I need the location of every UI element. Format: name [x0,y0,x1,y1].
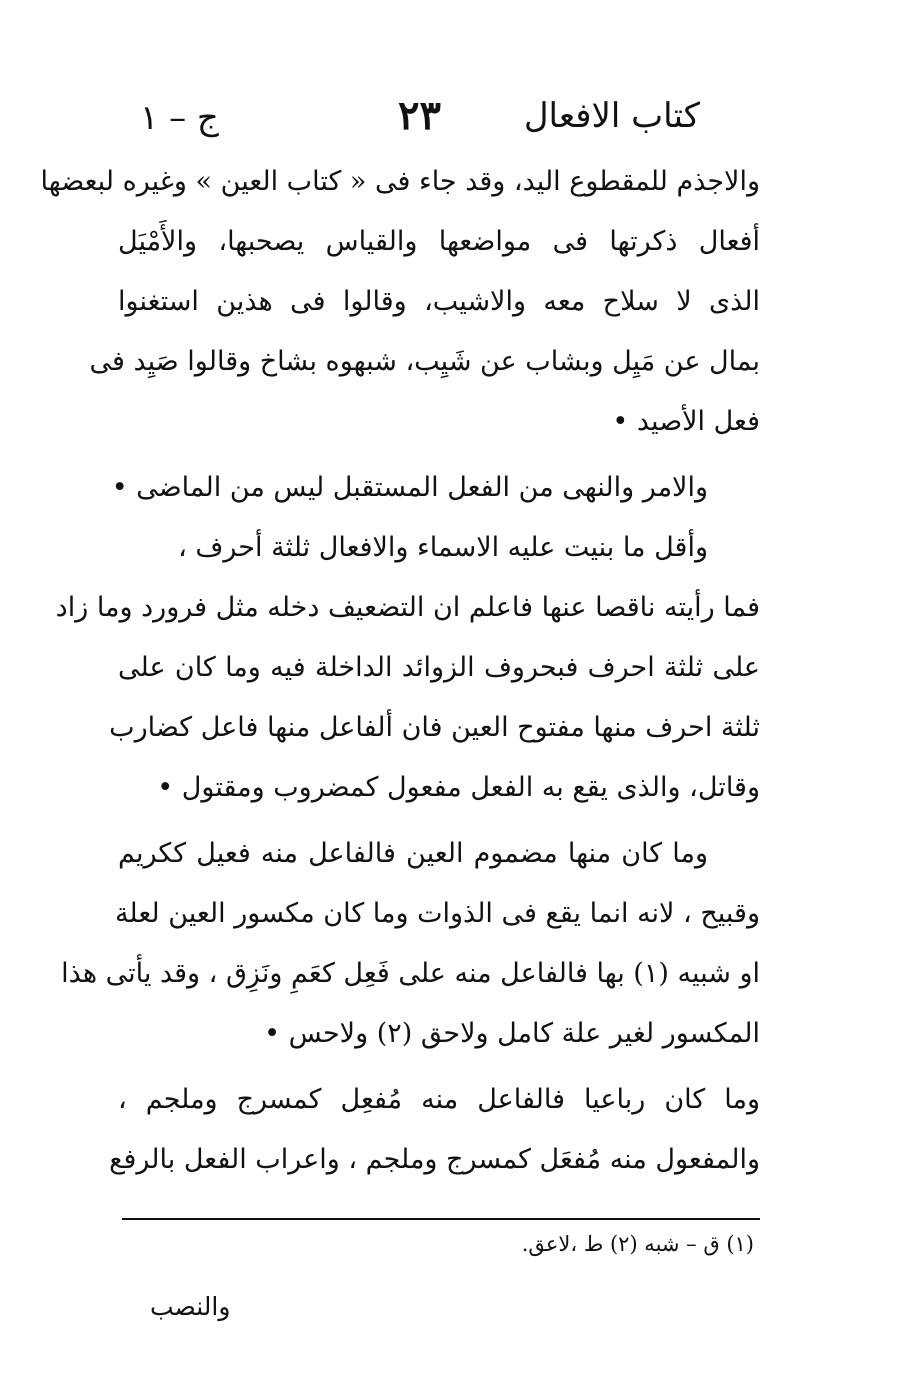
text-line: ثلثة احرف منها مفتوح العين فان ألفاعل منها فاعل كضارب [109,712,760,743]
text-line: فعل الأصيد • [612,406,760,437]
paragraph [118,518,760,578]
text-line: بمال عن مَيِل وبشاب عن شَيِب، شبهوه بشاخ وقالوا صَيِد فى [89,346,760,377]
text-line: وقاتل، والذى يقع به الفعل مفعول كمضروب ومقتول • [157,772,760,803]
text-line: او شبيه (١) بها فالفاعل منه على فَعِل كعَمِ ونَزِق ، وقد يأتى هذا [61,958,760,989]
text-line: والاجذم للمقطوع اليد، وقد جاء فى « كتاب العين » وغيره لبعضها [40,166,760,197]
text-line: وما كان منها مضموم العين فالفاعل منه فعيل ككريم [118,838,708,869]
running-title: كتاب الافعال [523,96,700,136]
text-line: وقبيح ، لانه انما يقع فى الذوات وما كان مكسور العين لعلة [114,898,760,929]
text-line: والمفعول منه مُفعَل كمسرج وملجم ، واعراب الفعل بالرفع [109,1144,760,1175]
footnote-separator [122,1218,760,1220]
page-header [130,92,700,152]
page-number: ٢٣ [398,92,441,139]
body-text [40,152,760,1190]
catchword: والنصب [150,1292,231,1321]
text-line: أفعال ذكرتها فى مواضعها والقياس يصحبها، والأَمْيَل [118,226,760,257]
paragraph [40,152,760,452]
volume-label: ج – ١ [140,98,219,138]
paragraph [55,578,760,818]
text-line: وما كان رباعيا فالفاعل منه مُفعِل كمسرج وملجم ، [118,1084,760,1115]
text-line: على ثلثة احرف فبحروف الزوائد الداخلة فيه وما كان على [118,652,760,683]
paragraph [111,458,760,518]
text-line: وأقل ما بنيت عليه الاسماء والافعال ثلثة أحرف ، [178,532,708,563]
text-line: الذى لا سلاح معه والاشيب، وقالوا فى هذين استغنوا [118,286,760,317]
text-line: والامر والنهى من الفعل المستقبل ليس من الماضى • [111,472,708,503]
paragraph [109,1070,760,1190]
text-line: المكسور لغير علة كامل ولاحق (٢) ولاحس • [264,1018,760,1049]
footnote: (١) ق – شبه (٢) ط ،لاعق. [521,1232,754,1256]
paragraph [61,824,760,1064]
text-line: فما رأيته ناقصا عنها فاعلم ان التضعيف دخله مثل فرورد وما زاد [55,592,760,623]
